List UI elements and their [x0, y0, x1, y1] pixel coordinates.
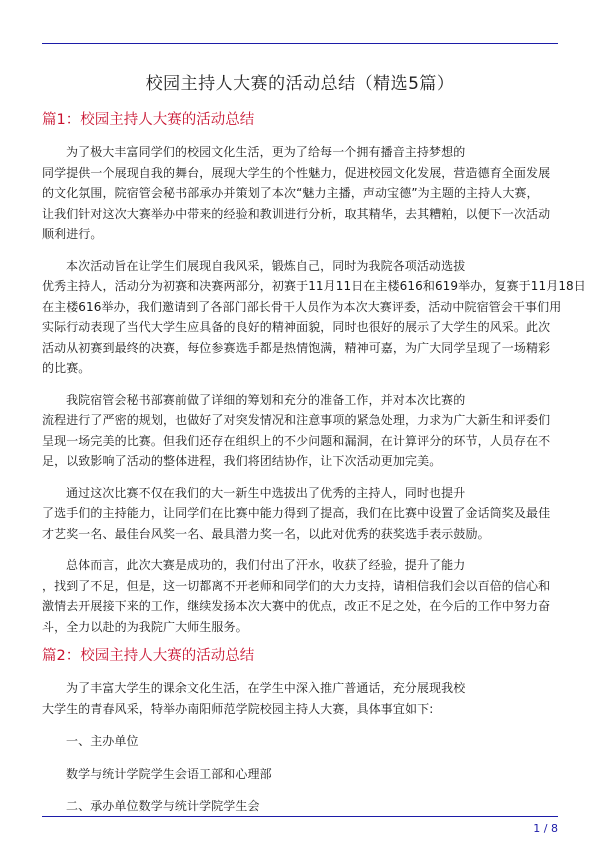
document-body [42, 72, 586, 817]
text-line: 我院宿管会秘书部赛前做了详细的筹划和充分的准备工作，并对本次比赛的 [66, 392, 466, 407]
text-line: 激情去开展接下来的工作，继续发扬本次大赛中的优点，改正不足之处，在今后的工作中努力奋 [42, 599, 551, 613]
paragraph [42, 764, 558, 785]
text-line: 活动从初赛到最终的决赛，每位参赛选手都是热情饱满，精神可嘉，为广大同学呈现了一场精彩 [42, 340, 551, 355]
text-line: 大学生的青春风采，特举办南阳师范学院校园主持人大赛，具体事宜如下: [42, 701, 434, 716]
text-line: 为了丰富大学生的课余文化生活，在学生中深入推广普通话，充分展现我校 [66, 681, 466, 695]
text-line: 的比赛。 [42, 361, 91, 375]
text-line: 数学与统计学院学生会语工部和心理部 [66, 766, 272, 781]
paragraph [42, 731, 558, 752]
text-line: 足，以致影响了活动的整体进程，我们将团结协作，让下次活动更加完美。 [42, 454, 442, 468]
text-line: 同学提供一个展现自我的舞台，展现大学生的个性魅力，促进校园文化发展，营造德育全面发展 [42, 165, 551, 180]
text-line: ，找到了不足，但是，这一切都离不开老师和同学们的大力支持，请相信我们会以百倍的信心和 [42, 578, 551, 593]
paragraph [42, 678, 558, 719]
text-line: 优秀主持人，活动分为初赛和决赛两部分，初赛于11月11日在主楼616和619举办，复赛于11月18日 [42, 279, 586, 293]
paragraph [42, 555, 558, 637]
text-line: 总体而言，此次大赛是成功的，我们付出了汗水，收获了经验，提升了能力 [66, 558, 466, 572]
text-line: 才艺奖一名、最佳台风奖一名、最具潜力奖一名，以此对优秀的获奖选手表示鼓励。 [42, 526, 490, 541]
paragraph [42, 142, 558, 245]
section-heading: 篇1：校园主持人大赛的活动总结 [42, 112, 255, 128]
text-line: 通过这次比赛不仅在我们的大一新生中选拔出了优秀的主持人，同时也提升 [66, 485, 466, 500]
page-indicator: 1 / 8 [533, 822, 558, 835]
paragraph [42, 256, 586, 379]
section-heading: 篇2：校园主持人大赛的活动总结 [42, 648, 255, 664]
text-line: 的文化氛围，院宿管会秘书部承办并策划了本次“魅力主播，声动宝德”为主题的主持人大赛， [42, 186, 539, 200]
paragraph [42, 796, 558, 817]
top-rule [42, 43, 558, 44]
text-line: 斗，全力以赴的为我院广大师生服务。 [42, 619, 248, 634]
document-title: 校园主持人大赛的活动总结（精选5篇） [145, 74, 455, 94]
text-line: 了选手们的主持能力，让同学们在比赛中能力得到了提高，我们在比赛中设置了金话筒奖及最佳 [42, 506, 551, 520]
text-line: 流程进行了严密的规划，也做好了对突发情况和注意事项的紧急处理，力求为广大新生和评委们 [42, 413, 551, 427]
text-line: 二、承办单位数学与统计学院学生会 [66, 799, 260, 813]
bottom-rule [42, 816, 558, 817]
text-line: 顺利进行。 [42, 227, 103, 241]
paragraph [42, 483, 558, 545]
text-line: 实际行动表现了当代大学生应具备的良好的精神面貌，同时也很好的展示了大学生的风采。此次 [42, 320, 551, 334]
text-line: 一、主办单位 [66, 734, 139, 748]
text-line: 呈现一场完美的比赛。但我们还存在组织上的不少问题和漏洞，在计算评分的环节，人员存在不 [42, 433, 551, 448]
paragraph [42, 390, 558, 472]
text-line: 为了极大丰富同学们的校园文化生活，更为了给每一个拥有播音主持梦想的 [66, 145, 466, 159]
text-line: 在主楼616举办，我们邀请到了各部门部长骨干人员作为本次大赛评委，活动中院宿管会干事们用 [42, 299, 562, 314]
text-line: 本次活动旨在让学生们展现自我风采，锻炼自己，同时为我院各项活动选拔 [66, 258, 466, 273]
text-line: 让我们针对这次大赛举办中带来的经验和教训进行分析，取其精华，去其糟粕，以便下一次活动 [42, 206, 551, 221]
